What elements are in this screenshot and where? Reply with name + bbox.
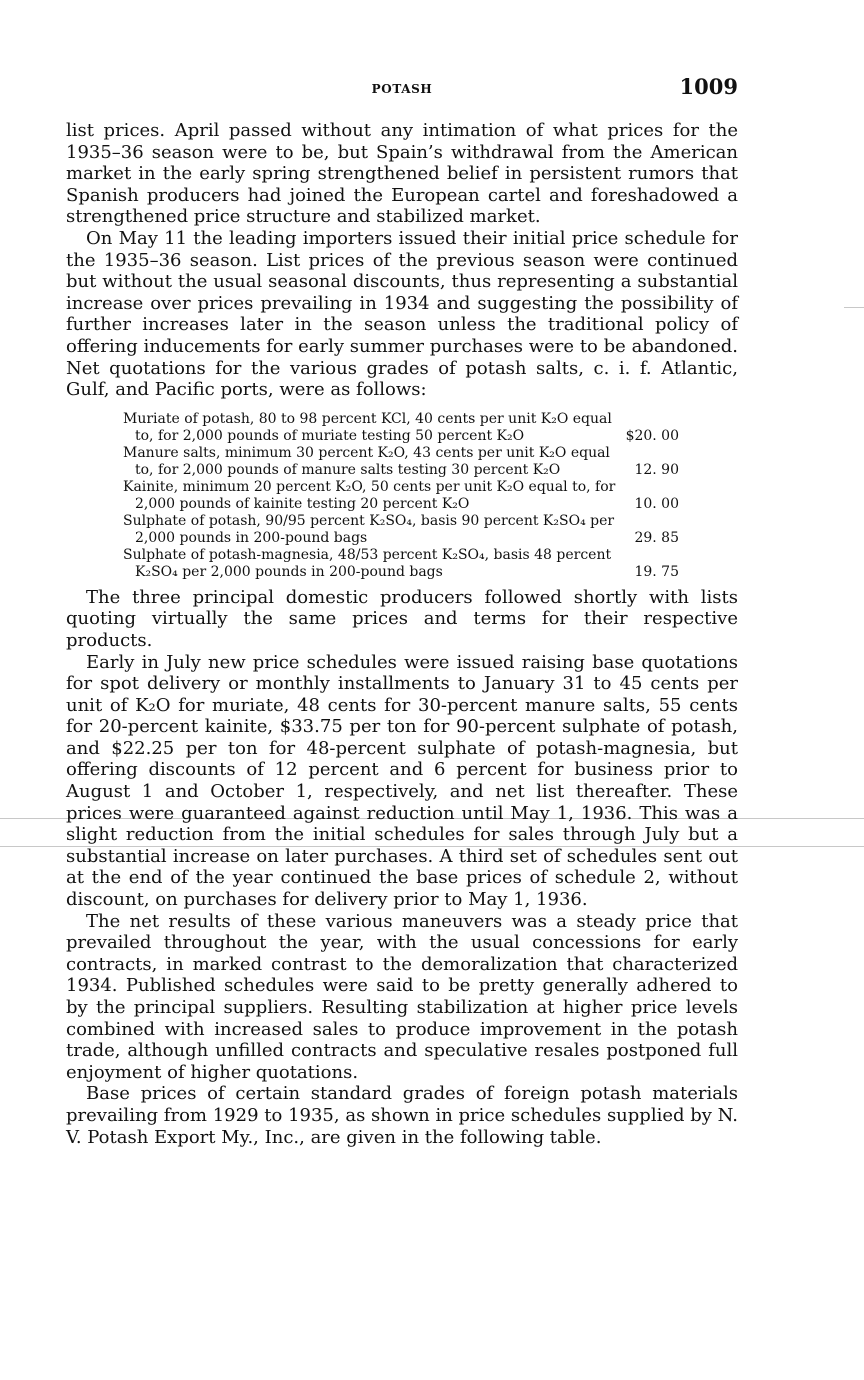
price-description: Sulphate of potash, 90/95 percent K₂SO₄, basis 90 percent K₂SO₄ per 2,000 pounds in 200-pound bags: [123, 512, 615, 546]
price-entry: [123, 479, 679, 513]
price-value: 29. 85: [634, 529, 679, 546]
document-page: [66, 72, 738, 1148]
price-description: Sulphate of potash-magnesia, 48/53 percent K₂SO₄, basis 48 percent K₂SO₄ per 2,000 pounds in 200-pound bags: [123, 546, 612, 580]
price-entry: [123, 411, 679, 445]
paragraph: The three principal domestic producers followed shortly with lists quoting virtually the same prices and terms for their respective products.: [66, 586, 738, 651]
scan-line: [844, 307, 864, 308]
page-number: 1009: [679, 74, 738, 99]
paragraph: Early in July new price schedules were issued raising base quotations for spot delivery or monthly installments to January 31 to 45 cents per unit of K₂O for muriate, 48 cents for 30-percent manure salts, 55 cents for 20-percent kainite, $33.75 per ton for 90-percent sulphate of potash, and $22.25 per ton for 48-percent sulphate of potash-magnesia, but offering discounts of 12 percent and 6 percent for business prior to August 1 and October 1, respectively, and net list thereafter. These prices were guaranteed against reduction until May 1, 1936. This was a slight reduction from the initial schedules for sales through July but a substantial increase on later purchases. A third set of schedules sent out at the end of the year continued the base prices of schedule 2, without discount, on purchases for delivery prior to May 1, 1936.: [66, 651, 738, 911]
paragraph: list prices. April passed without any intimation of what prices for the 1935–36 season were to be, but Spain’s withdrawal from the American market in the early spring strengthened belief in persistent rumors that Spanish producers had joined the European cartel and foreshadowed a strengthened price structure and stabilized market.: [66, 120, 738, 228]
page-body: [66, 120, 738, 1148]
paragraph: On May 11 the leading importers issued their initial price schedule for the 1935–36 season. List prices of the previous season were continued but without the usual seasonal discounts, thus representing a substantial increase over prices prevailing in 1934 and suggesting the possibility of further increases later in the season unless the traditional policy of offering inducements for early summer purchases were to be abandoned. Net quotations for the various grades of potash salts, c. i. f. Atlantic, Gulf, and Pacific ports, were as follows:: [66, 227, 738, 401]
page-header: [66, 72, 738, 106]
price-description: Muriate of potash, 80 to 98 percent KCl, 40 cents per unit K₂O equal to, for 2,000 pounds of muriate testing 50 percent K₂O: [123, 410, 612, 444]
price-value: 12. 90: [634, 461, 679, 478]
paragraph: Base prices of certain standard grades of foreign potash materials prevailing from 1929 to 1935, as shown in price schedules supplied by N. V. Potash Export My., Inc., are given in the following table.: [66, 1083, 738, 1148]
price-entry: [123, 547, 679, 581]
paragraph: The net results of these various maneuvers was a steady price that prevailed throughout the year, with the usual concessions for early contracts, in marked contrast to the demoralization that characterized 1934. Published schedules were said to be pretty generally adhered to by the principal suppliers. Resulting stabilization at higher price levels combined with increased sales to produce improvement in the potash trade, although unfilled contracts and speculative resales postponed full enjoyment of higher quotations.: [66, 910, 738, 1083]
price-value: 19. 75: [634, 563, 679, 580]
price-list: [123, 411, 679, 581]
price-description: Kainite, minimum 20 percent K₂O, 50 cents per unit K₂O equal to, for 2,000 pounds of kainite testing 20 percent K₂O: [123, 478, 616, 512]
price-value: 10. 00: [634, 495, 679, 512]
running-head: POTASH: [371, 82, 433, 96]
price-entry: [123, 513, 679, 547]
price-entry: [123, 445, 679, 479]
price-description: Manure salts, minimum 30 percent K₂O, 43 cents per unit K₂O equal to, for 2,000 pounds of manure salts testing 30 percent K₂O: [123, 444, 610, 478]
price-value: $20. 00: [625, 427, 679, 444]
